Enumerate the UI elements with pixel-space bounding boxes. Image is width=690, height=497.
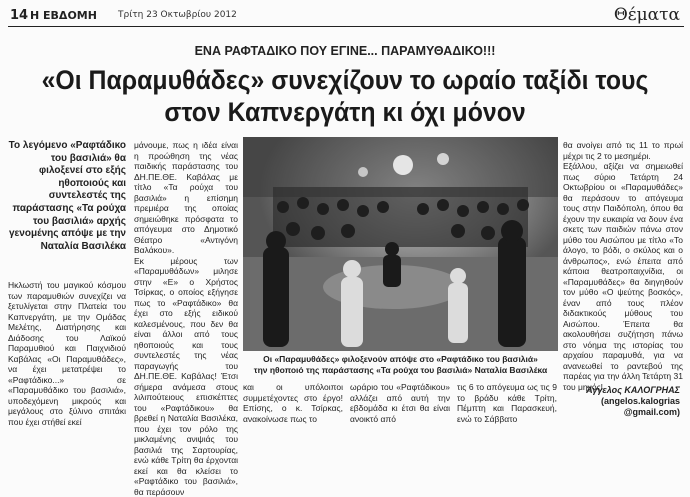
headline-line-2: στον Καπνεργάτη κι όχι μόνον (164, 97, 526, 127)
page-number: 14 (10, 8, 29, 23)
article-column-3: θα ανοίγει από τις 11 το πρωί μέχρι τις 2 το μεσημέρι. Εξάλλου, αξίζει να σημειωθεί πως σύριο Τετάρτη 24 Οκτωβρίου οι «Παραμυθάδες» θα περάσουν το απόγευμα τους στην Παιδόπολη, όπου θα έχουν την ευκαιρία να δουν ένα σκετς των παιδιών πάνω στον μύθο του Αισώπου με τίτλο «Το άλογο, το βόδι, ο σκύλος και ο άνθρωπος», ενώ έπειτα από κάποια θεατροπαιχνίδια, οι «Παραμυθάδες» θα διηγηθούν τον μύθο «Ο ψεύτης βοσκός», έναν από τους πλέον διδακτικούς μύθους του Αισώπου. Έπειτα θα ακολουθήσει συζήτηση πάνω στο νόημα της ιστορίας του αρχαίου παραμυθά, για να ανανεωθεί το ραντεβού της παρέας για την άλλη Τετάρτη 31 του μηνός! (563, 140, 683, 392)
section-title: Θέματα (613, 5, 680, 25)
article-lead: Το λεγόμενο «Ραφτάδικο του βασιλιά» θα φιλοξενεί στο εξής ηθοποιούς και συντελεστές της παράστασης «Τα ρούχα του βασιλιά» αρχής γενομένης απόψε με την Ναταλία Βασιλέκα (8, 140, 126, 252)
article-column-2: μάνουμε, πως η ιδέα είναι η προώθηση της νέας παιδικής παράστασης του ΔΗ.ΠΕ.ΘΕ. Καβάλας με τίτλο «Τα ρούχα του βασιλιά» η επίσημη πρεμιέρα της οποίας σημειώθηκε πρόσφατα το απόγευμα στο Δημοτικό Θέατρο «Αντιγόνη Βαλάκου». Εκ μέρους των «Παραμυθάδων» μιλησε στην «Ε» ο Χρήστος Τσίρκας, ο οποίος εξήγησε πως το «Ραφτάδικο» θα έχει στο εξής ειδικού καλεσμένους, που δεν θα είναι άλλοι από τους ηθοποιούς και τους συντελεστές της νέας παραγωγής του ΔΗ.ΠΕ.ΘΕ. Καβάλας! Έτσι σήμερα ανάμεσα στους λιλιπούτειους επισκέπτες του «Ραφτάδικου» θα βρεθεί η Ναταλία Βασιλέκα, που έχει τον ρόλο της μικλαμένης ανιψιάς του βασιλιά της Σαρτουρίας, ενώ κάθε Τρίτη θα έρχονται εκεί και θα κλείσει το «Ραφτάδικο του βασιλιά», θα περάσουν (134, 140, 238, 497)
author-byline (586, 385, 680, 418)
author-email-2: @gmail.com) (623, 407, 680, 417)
author-name: Άγγελος ΚΑΛΟΓΡΗΑΣ (586, 385, 680, 395)
newspaper-name: Η ΕΒΔΟΜΗ (30, 9, 97, 22)
article-photo (243, 137, 558, 351)
page-header (8, 4, 684, 27)
article-bottom-c: τις 6 το απόγευμα ως τις 9 το βράδυ κάθε Τρίτη, Πέμπτη και Παρασκευή, ενώ το Σάββατο (457, 382, 557, 424)
article-bottom-a: και οι υπόλοιποι συμμετέχοντες στο έργο! Επίσης, ο κ. Τσίρκας, ανακοίνωσε πως το (243, 382, 343, 424)
caption-line-1: Οι «Παραμυθάδες» φιλοξενούν απόψε στο «Ραφτάδικο του βασιλιά» (263, 354, 538, 364)
caption-line-2: την ηθοποιό της παράστασης «Τα ρούχα του βασιλιά» Ναταλία Βασιλέκα (253, 365, 548, 375)
article-column-1: Ηκλωστή του μαγικού κόσμου των παραμυθιών συνεχίζει να ξετυλίγεται στην Πλατεία του Καπνεργάτη, με την Ομάδας Μελέτης, Διατήρησης και Διάδοσης του Λαϊκού Παραμυθιού και Παιχνιδιού Καβάλας «Οι Παραμυθάδες», να έχει μετατρέψει το «Ραφτάδικο...» σε «Παραμυθάδικο του βασιλιά», υποδεχόμενη μικρούς και μεγάλους στο ξύλινο σπιτάκι που έχει στήθεί εκεί (8, 280, 126, 427)
issue-date: Τρίτη 23 Οκτωβρίου 2012 (118, 10, 237, 20)
headline-line-1: «Οι Παραμυθάδες» συνεχίζουν το ωραίο ταξίδι τους (41, 65, 649, 95)
storytelling-crowd-photo (243, 137, 558, 351)
article-headline (28, 64, 663, 128)
article-kicker: ΕΝΑ ΡΑΦΤΑΔΙΚΟ ΠΟΥ ΕΓΙΝΕ... ΠΑΡΑΜΥΘΑΔΙΚΟ!!! (194, 44, 496, 58)
photo-caption (243, 354, 558, 376)
author-email-1: (angelos.kalogrias (600, 396, 680, 406)
article-bottom-b: ωράριο του «Ραφτάδικου» αλλάζει από αυτή την εβδομάδα κι έτσι θα είναι ανοικτό από (350, 382, 450, 424)
